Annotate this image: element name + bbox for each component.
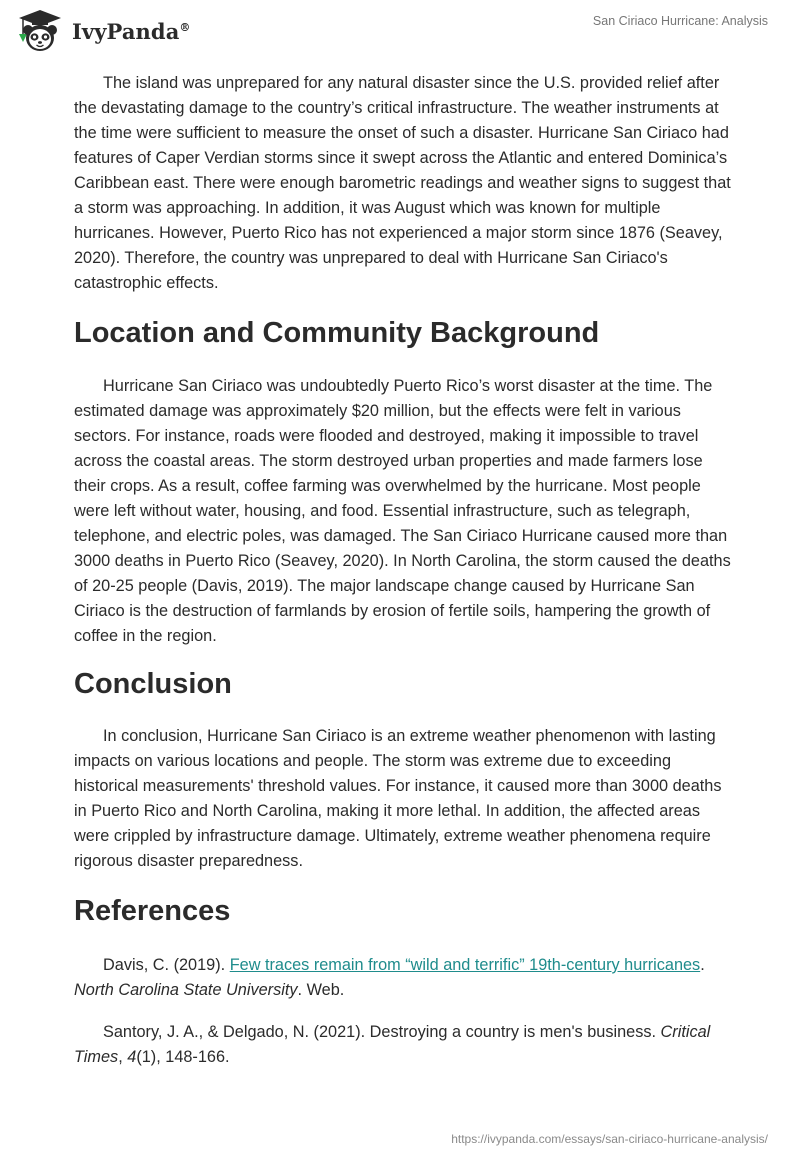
reference-santory [74,1020,734,1070]
paragraph-location-background: Hurricane San Ciriaco was undoubtedly Puerto Rico’s worst disaster at the time. The estimated damage was approximately $20 million, but the effects were felt in various sectors. For instance, roads were flooded and destroyed, making it impossible to travel across the coastal areas. The storm destroyed urban properties and made farmers lose their crops. As a result, coffee farming was overwhelmed by the hurricane. Most people were left without water, housing, and food. Essential infrastructure, such as telegraph, telephone, and electric poles, was damaged. The San Ciriaco Hurricane caused more than 3000 deaths in Puerto Rico (Seavey, 2020). In North Carolina, the storm caused the deaths of 20-25 people (Davis, 2019). The major landscape change caused by Hurricane San Ciriaco is the destruction of farmlands by erosion of fertile soils, hampering the growth of coffee in the region. [74,377,731,645]
reference-punct: , [118,1048,128,1066]
reference-tail: . Web. [297,981,345,999]
reference-davis [74,953,734,1003]
brand-logo[interactable] [14,8,191,54]
reference-author: Davis, C. (2019). [103,956,230,974]
heading-conclusion: Conclusion [74,668,232,700]
brand-name: IvyPanda® [72,18,191,44]
document-title: San Ciriaco Hurricane: Analysis [592,14,768,28]
reference-source: North Carolina State University [74,981,298,999]
reference-journal: Critical Times [74,1023,711,1066]
reference-link[interactable]: Few traces remain from “wild and terrific” 19th-century hurricanes [229,956,701,974]
reference-tail: (1), 148-166. [136,1048,230,1066]
footer-source-url[interactable]: https://ivypanda.com/essays/san-ciriaco-hurricane-analysis/ [451,1132,768,1146]
reference-punct: . [700,956,705,974]
article-body [74,71,734,1070]
heading-location-background: Location and Community Background [74,317,600,349]
page-header [0,0,800,64]
paragraph-unprepared: The island was unprepared for any natural disaster since the U.S. provided relief after the devastating damage to the country’s critical infrastructure. The weather instruments at the time were sufficient to measure the onset of such a disaster. Hurricane San Ciriaco had features of Caper Verdian storms since it swept across the Atlantic and entered Dominica’s Caribbean east. There were enough barometric readings and weather signs to suggest that a storm was approaching. In addition, it was August which was known for multiple hurricanes. However, Puerto Rico has not experienced a major storm since 1876 (Seavey, 2020). Therefore, the country was unprepared to deal with Hurricane San Ciriaco's catastrophic effects. [74,74,731,292]
paragraph-conclusion: In conclusion, Hurricane San Ciriaco is an extreme weather phenomenon with lasting impacts on various locations and people. The storm was extreme due to exceeding historical measurements' threshold values. For instance, it caused more than 3000 deaths in Puerto Rico and North Carolina, making it more lethal. In addition, the affected areas were crippled by infrastructure damage. Ultimately, extreme weather phenomena require rigorous disaster preparedness. [74,727,722,870]
reference-author: Santory, J. A., & Delgado, N. (2021). Destroying a country is men's business. [103,1023,661,1041]
reference-volume: 4 [127,1048,137,1066]
panda-mascot-icon [14,8,66,54]
heading-references: References [74,895,231,927]
